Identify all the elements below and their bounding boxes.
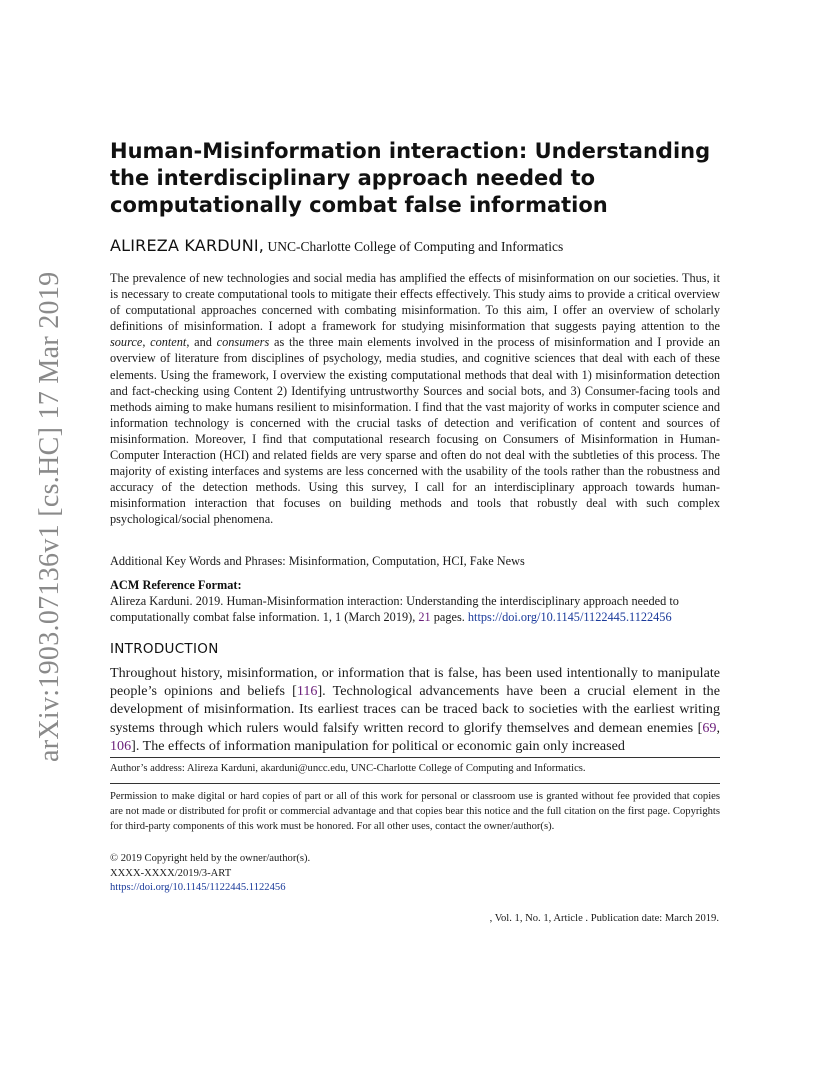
abstract-part-1: The prevalence of new technologies and social media has amplified the effects of misinformation on our societies. Thus, it is necessary to create computational tools to mitigate their effects effectively. This study aims to provide a critical overview of computational approaches concerned with combating misinformation. To this aim, I offer an overview of scholarly definitions of misinformation. I adopt a framework for studying misinformation that suggests paying attention to the [110,271,720,334]
intro-text-3: , [716,719,720,736]
abstract-part-2: as the three main elements involved in the process of misinformation and I provide an overview of literature from disciplines of psychology, media studies, and cognitive sciences that deal with each of these elements. Using the framework, I overview the existing computational methods that deal with 1) misinformation detection and fact-checking using Content 2) Identifying untrustworthy Sources and social bots, and 3) Consumer-facing tools and methods aiming to make humans resilient to misinformation. I find that the vast majority of works in computer science and information technology is concerned with the crucial tasks of detection and verification of content and sources of misinformation. Moreover, I find that computational research focusing on Consumers of Misinformation in Human-Computer Interaction (HCI) and related fields are very sparse and often do not deal with the subtleties of this process. The majority of existing interfaces and systems are less concerned with the usability of the tools rather than the robustness and accuracy of the detection methods. Using this survey, I call for an interdisciplinary approach towards human-misinformation interaction that focuses on building methods and tools that robustly deal with such complex psychological/social phenomena. [110,335,720,527]
arxiv-stamp: arXiv:1903.07136v1 [cs.HC] 17 Mar 2019 [34,271,65,762]
acm-reference-label: ACM Reference Format: [110,578,242,592]
citation-link[interactable]: 116 [296,683,318,700]
permission-divider [110,783,720,784]
paper-title: Human-Misinformation interaction: Understanding the interdisciplinary approach needed to computationally combat false information [110,139,711,217]
abstract-sep-1: , [142,335,151,350]
issn-line: XXXX-XXXX/2019/3-ART [110,868,232,879]
section-heading-introduction: INTRODUCTION [110,641,219,657]
intro-text-1: Throughout history, misinformation, or information that is false, has been used intentionally to manipulate people’s opinions and beliefs [ [110,665,720,700]
citation-link[interactable]: 69 [702,719,717,736]
keywords: Additional Key Words and Phrases: Misinformation, Computation, HCI, Fake News [110,554,525,568]
abstract-em-source: source [110,335,143,350]
introduction-paragraph [110,664,720,755]
copyright-line: © 2019 Copyright held by the owner/author(s). [110,853,311,864]
author-line [110,236,730,255]
page-footer: , Vol. 1, No. 1, Article . Publication date: March 2019. [489,913,719,924]
abstract [110,270,720,528]
acm-doi-link[interactable]: https://doi.org/10.1145/1122445.1122456 [467,610,672,625]
footer-doi-line [110,880,720,895]
abstract-sep-2: , and [186,335,217,350]
permission-notice: Permission to make digital or hard copies of part or all of this work for personal or classroom use is granted without fee provided that copies are not made or distributed for profit or commercial advantage and that copies bear this notice and the full citation on the first page. Copyrights for third-party components of this work must be honored. For all other uses, contact the owner/author(s). [110,791,720,832]
acm-pages-link[interactable]: 21 [418,610,431,625]
acm-reference-text [110,593,720,625]
author-address: Author’s address: Alireza Karduni, akarduni@uncc.edu, UNC-Charlotte College of Computing and Informatics. [110,763,586,774]
author-affiliation: UNC-Charlotte College of Computing and Informatics [267,239,564,254]
citation-link[interactable]: 106 [110,737,132,754]
footnote-divider [110,757,720,758]
intro-text-4: ]. The effects of information manipulation for political or economic gain only increased [131,737,625,754]
acm-text-1: Alireza Karduni. 2019. Human-Misinformation interaction: Understanding the interdisciplinary approach needed to computationally combat false information. 1, 1 (March 2019), [110,594,679,625]
abstract-em-content: content [150,335,187,350]
acm-text-2: pages. [433,610,465,625]
intro-text-2: ]. Technological advancements have been a crucial element in the development of misinformation. Its earliest traces can be traced back to societies with the earliest writing systems through which rulers would falsify written record to glorify themselves and demean enemies [ [110,683,720,736]
author-name: ALIREZA KARDUNI, [110,236,265,255]
abstract-em-consumers: consumers [216,335,270,350]
footer-doi-link[interactable]: https://doi.org/10.1145/1122445.1122456 [110,882,286,893]
